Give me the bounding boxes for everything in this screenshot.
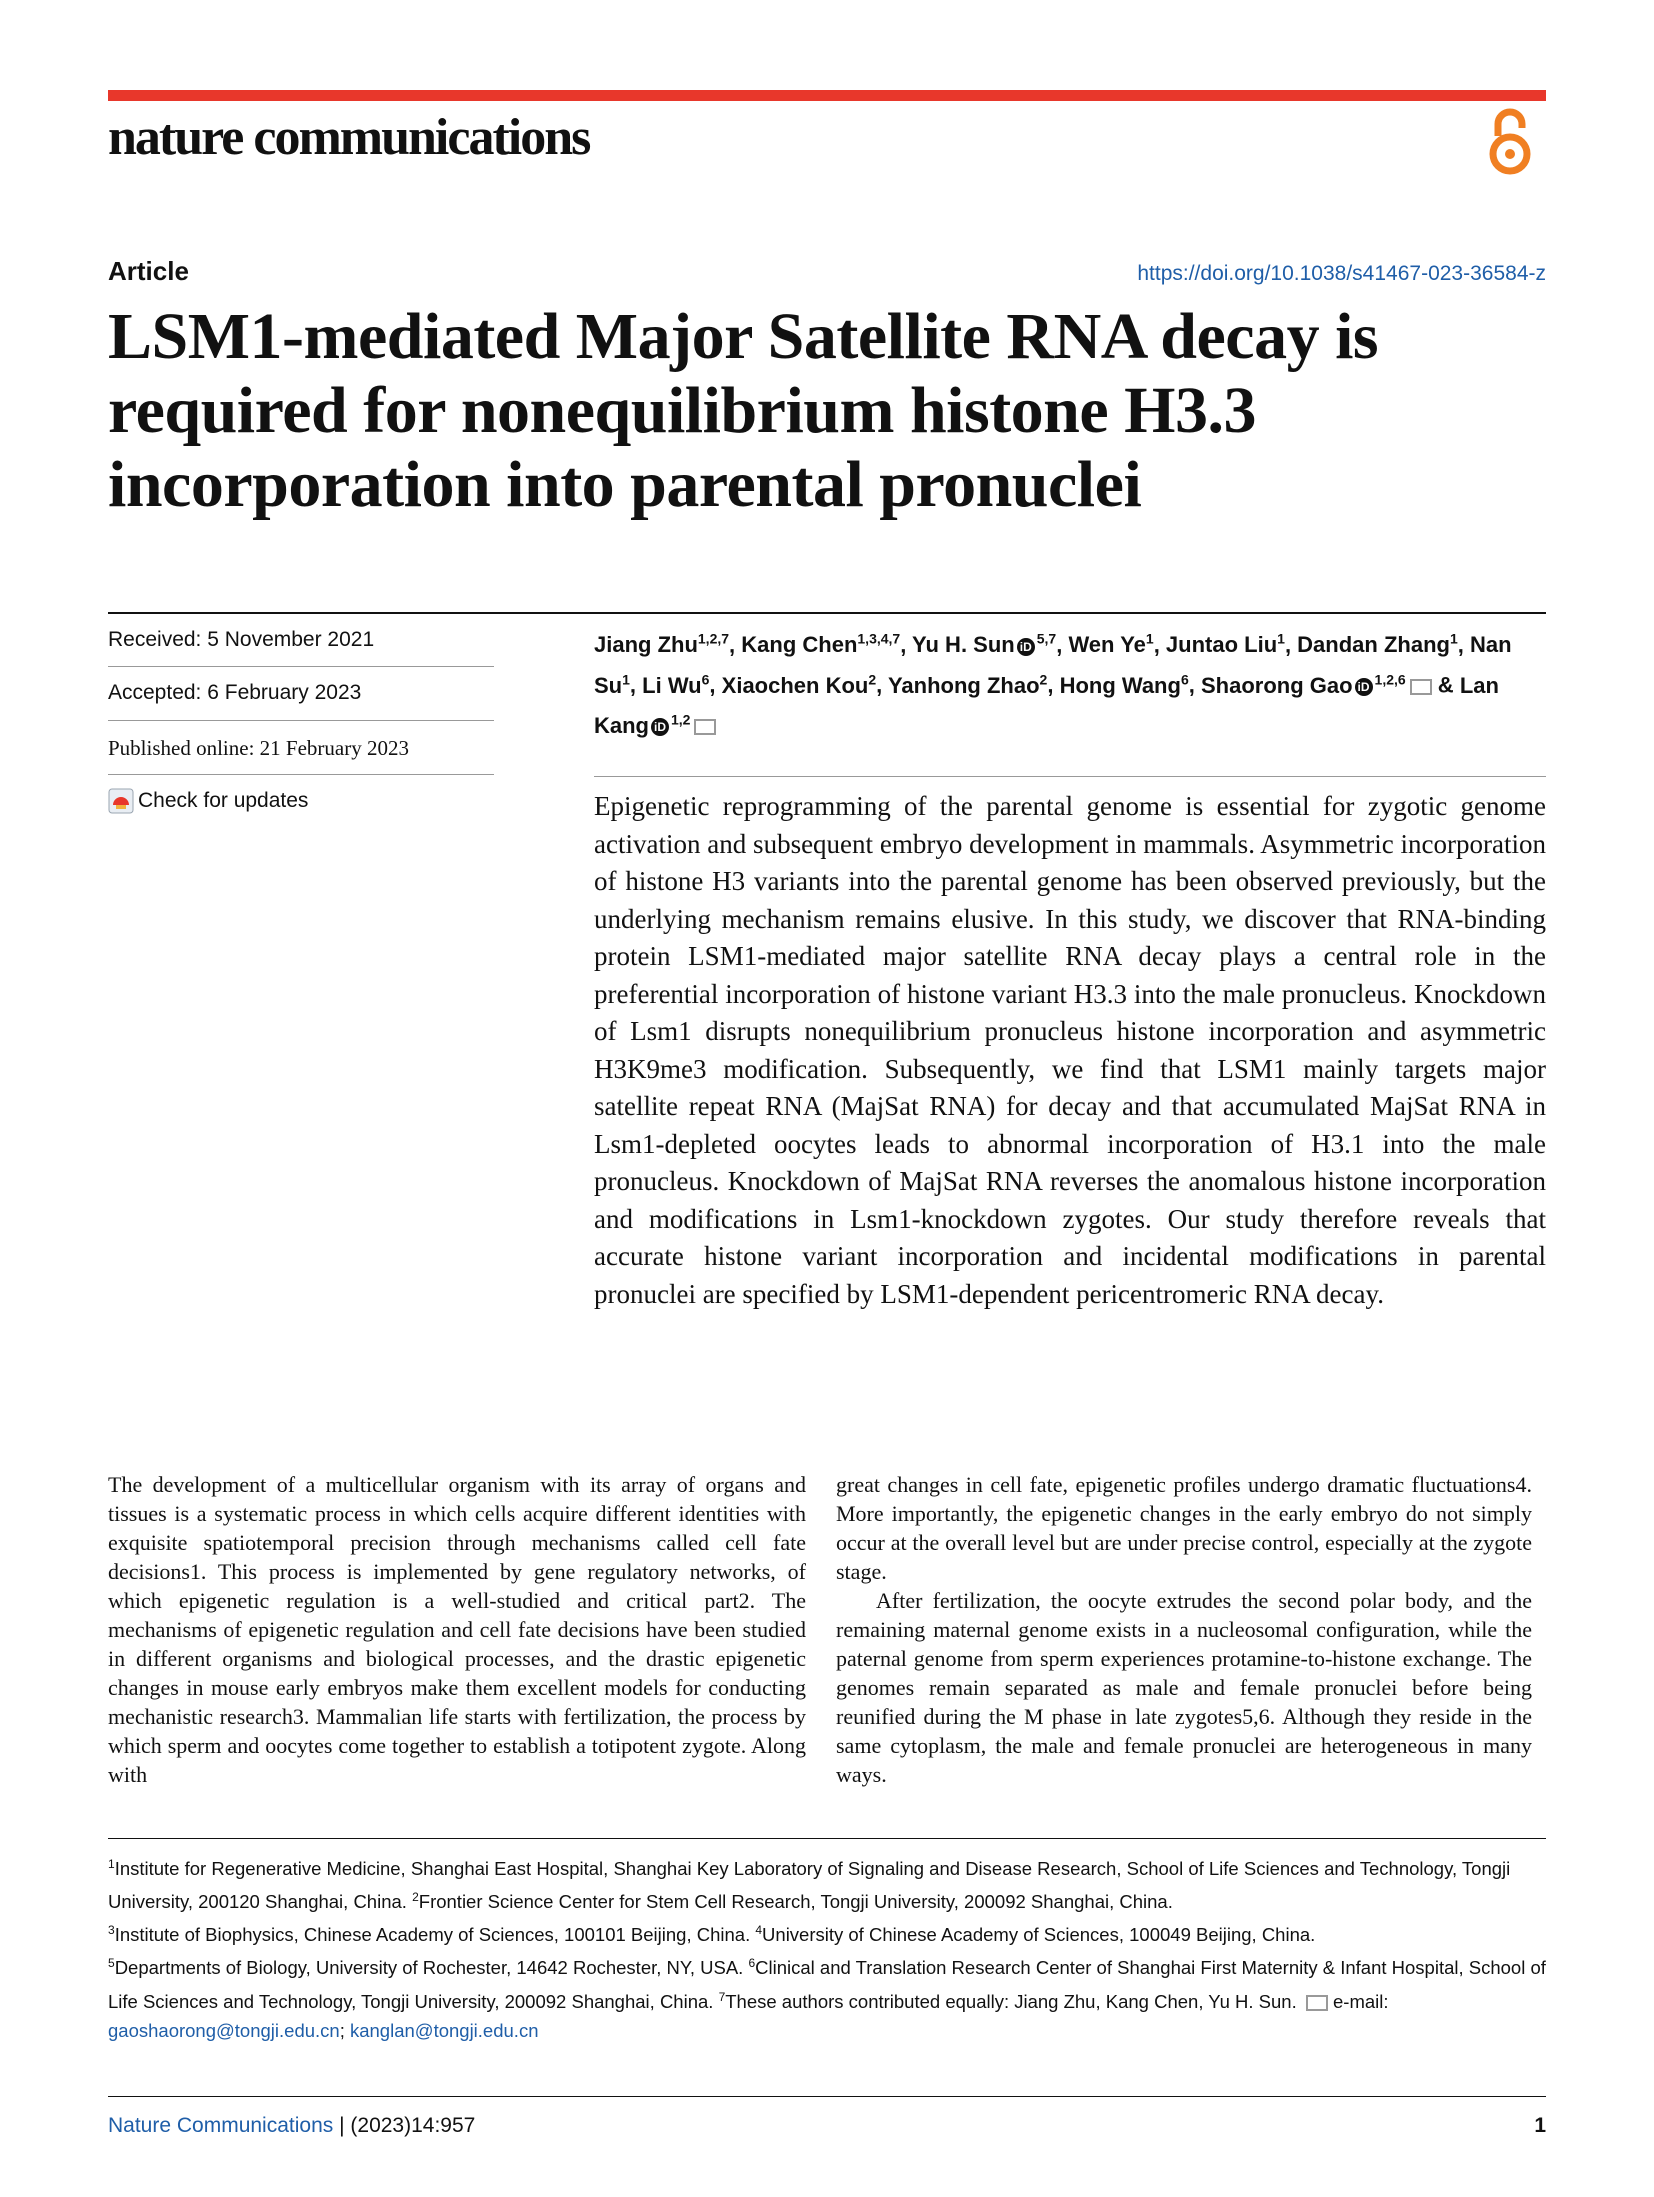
top-accent-bar bbox=[108, 90, 1546, 101]
affiliation-3: Institute of Biophysics, Chinese Academy of Sciences, 100101 Beijing, China. bbox=[114, 1924, 751, 1946]
email-link-kang[interactable]: kanglan@tongji.edu.cn bbox=[349, 2019, 539, 2041]
author-name: Juntao Liu$^1$ bbox=[1165, 631, 1285, 658]
author-name: Shaorong Gao iD $^{1,2,6}$ bbox=[1201, 673, 1432, 698]
affiliation-5: Departments of Biology, University of Rochester, 14642 Rochester, NY, USA. bbox=[114, 1957, 744, 1979]
author-list: Jiang Zhu$^{1,2,7}$, Kang Chen$^{1,3,4,7}$, Yu H. Sun iD $^{5,7}$, Wen Ye$^1$, Juntao Liu$^1$, Dandan Zhang$^1$, Nan Su$^1$, Li Wu$^6$, Xiaochen Kou$^2$, Yanhong Zhao$^2$, Hong Wang$^6$, Shaorong Gao iD $^{1,2,6}$ & Lan Kang iD $^{1,2}$ bbox=[594, 631, 1512, 738]
affiliation-7: These authors contributed equally: Jiang Zhu, Kang Chen, Yu H. Sun. bbox=[725, 1990, 1297, 2012]
footer-journal[interactable]: Nature Communications bbox=[108, 2114, 334, 2137]
meta-divider bbox=[108, 774, 494, 775]
mail-icon[interactable] bbox=[1410, 679, 1432, 695]
author-name: Nan Su$^1$ bbox=[594, 632, 1512, 698]
author-name: Kang Chen$^{1,3,4,7}$ bbox=[741, 631, 901, 658]
doi-link[interactable]: https://doi.org/10.1038/s41467-023-36584-z bbox=[1137, 262, 1546, 285]
mail-icon[interactable] bbox=[694, 719, 716, 735]
meta-divider bbox=[108, 666, 494, 667]
check-updates-label: Check for updates bbox=[138, 789, 309, 812]
orcid-icon[interactable]: iD bbox=[651, 718, 669, 736]
orcid-icon[interactable]: iD bbox=[1017, 638, 1035, 656]
journal-name: nature communications bbox=[108, 109, 590, 166]
body-column-left bbox=[108, 1470, 806, 1789]
meta-divider bbox=[108, 720, 494, 721]
orcid-icon[interactable]: iD bbox=[1355, 678, 1373, 696]
author-name: Lan Kang iD $^{1,2}$ bbox=[594, 672, 1499, 738]
abstract: Epigenetic reprogramming of the parental genome is essential for zygotic genome activation and subsequent embryo development in mammals. Asymmetric incorporation of histone H3 variants into the parental genome has been observed previously, but the underlying mechanism remains elusive. In this study, we discover that RNA-binding protein LSM1-mediated major satellite RNA decay plays a central role in the preferential incorporation of histone variant H3.3 into the male pronucleus. Knockdown of Lsm1 disrupts nonequilibrium pronucleus histone incorporation and asymmetric H3K9me3 modification. Subsequently, we find that LSM1 mainly targets major satellite repeat RNA (MajSat RNA) for decay and that accumulated MajSat RNA in Lsm1-depleted oocytes leads to abnormal incorporation of H3.1 into the male pronucleus. Knockdown of MajSat RNA reverses the anomalous histone incorporation and modifications in Lsm1-knockdown zygotes. Our study therefore reveals that accurate histone variant incorporation and incidental modifications in parental pronuclei are specified by LSM1-dependent pericentromeric RNA decay. bbox=[594, 791, 1546, 1309]
affiliation-6: Clinical and Translation Research Center of Shanghai First Maternity & Infant Hospital, School of Life Sciences and Technology, Tongji University, 200092 Shanghai, China. bbox=[108, 1957, 1546, 2012]
affiliation-4: University of Chinese Academy of Sciences, 100049 Beijing, China. bbox=[762, 1924, 1316, 1946]
abstract-divider bbox=[594, 776, 1546, 777]
published-date: Published online: 21 February 2023 bbox=[108, 736, 409, 760]
footer-volume: (2023)14:957 bbox=[350, 2114, 476, 2137]
author-name: Yu H. Sun iD $^{5,7}$ bbox=[912, 631, 1057, 658]
header-divider bbox=[108, 612, 1546, 614]
footer-divider bbox=[108, 2096, 1546, 2097]
check-updates-icon bbox=[108, 788, 134, 814]
received-date: Received: 5 November 2021 bbox=[108, 628, 375, 651]
affiliation-1: Institute for Regenerative Medicine, Shanghai East Hospital, Shanghai Key Laboratory of Signaling and Disease Research, School of Life Sciences and Technology, Tongji University, 200120 Shanghai, China. bbox=[108, 1858, 1511, 1913]
affiliations-divider bbox=[108, 1838, 1546, 1839]
footer-citation: Nature Communications | (2023)14:957 bbox=[108, 2114, 476, 2137]
author-name: Li Wu$^6$ bbox=[642, 671, 710, 698]
author-name: Dandan Zhang$^1$ bbox=[1297, 631, 1458, 658]
author-name: Hong Wang$^6$ bbox=[1059, 671, 1189, 698]
body-paragraph: After fertilization, the oocyte extrudes the second polar body, and the remaining maternal genome exists in a nucleosomal configuration, while the paternal genome from sperm experiences protamine-to-histone exchange. The genomes remain separated as male and female pronuclei before being reunified during the M phase in late zygotes5,6. Although they reside in the same cytoplasm, the male and female pronuclei are heterogeneous in many ways. bbox=[836, 1588, 1532, 1787]
affiliations: $^1$Institute for Regenerative Medicine, Shanghai East Hospital, Shanghai Key Laboratory of Signaling and Disease Research, School of Life Sciences and Technology, Tongji University, 200120 Shanghai, China. $^2$Frontier Science Center for Stem Cell Research, Tongji University, 200092 Shanghai, China. $^3$Institute of Biophysics, Chinese Academy of Sciences, 100101 Beijing, China. $^4$University of Chinese Academy of Sciences, 100049 Beijing, China. $^5$Departments of Biology, University of Rochester, 14642 Rochester, NY, USA. $^6$Clinical and Translation Research Center of Shanghai First Maternity & Infant Hospital, School of Life Sciences and Technology, Tongji University, 200092 Shanghai, China. $^7$These authors contributed equally: Jiang Zhu, Kang Chen, Yu H. Sun. e-mail: gaoshaorong@tongji.edu.cn; kanglan@tongji.edu.cn bbox=[108, 1857, 1546, 2041]
page-number: 1 bbox=[1534, 2114, 1546, 2137]
body-paragraph: great changes in cell fate, epigenetic profiles undergo dramatic fluctuations4. More importantly, the epigenetic changes in the early embryo do not simply occur at the overall level but are under precise control, especially at the zygote stage. bbox=[836, 1472, 1532, 1584]
check-updates-button[interactable] bbox=[108, 788, 508, 814]
accepted-date: Accepted: 6 February 2023 bbox=[108, 681, 362, 704]
open-access-icon bbox=[1486, 106, 1534, 178]
body-column-right bbox=[836, 1470, 1532, 1789]
body-paragraph: The development of a multicellular organism with its array of organs and tissues is a systematic process in which cells acquire different identities with exquisite spatiotemporal precision through mechanisms called cell fate decisions1. This process is implemented by gene regulatory networks, of which epigenetic regulation is a well-studied and critical part2. The mechanisms of epigenetic regulation and cell fate decisions have been studied in different organisms and biological processes, and the drastic epigenetic changes in mouse early embryos make them excellent models for conducting mechanistic research3. Mammalian life starts with fertilization, the process by which sperm and oocytes come together to establish a totipotent zygote. Along with bbox=[108, 1472, 806, 1787]
author-name: Yanhong Zhao$^2$ bbox=[887, 671, 1048, 698]
email-label: e-mail: bbox=[1333, 1990, 1389, 2012]
author-name: Wen Ye$^1$ bbox=[1068, 631, 1154, 658]
email-link-gao[interactable]: gaoshaorong@tongji.edu.cn bbox=[108, 2019, 340, 2041]
mail-icon bbox=[1306, 1995, 1328, 2011]
author-name: Xiaochen Kou$^2$ bbox=[721, 671, 877, 698]
article-title: LSM1-mediated Major Satellite RNA decay is required for nonequilibrium histone H3.3 incorporation into parental pronuclei bbox=[108, 300, 1379, 521]
article-type-label: Article bbox=[108, 256, 189, 286]
author-name: Jiang Zhu$^{1,2,7}$ bbox=[594, 631, 730, 658]
affiliation-2: Frontier Science Center for Stem Cell Research, Tongji University, 200092 Shanghai, China. bbox=[418, 1891, 1173, 1913]
